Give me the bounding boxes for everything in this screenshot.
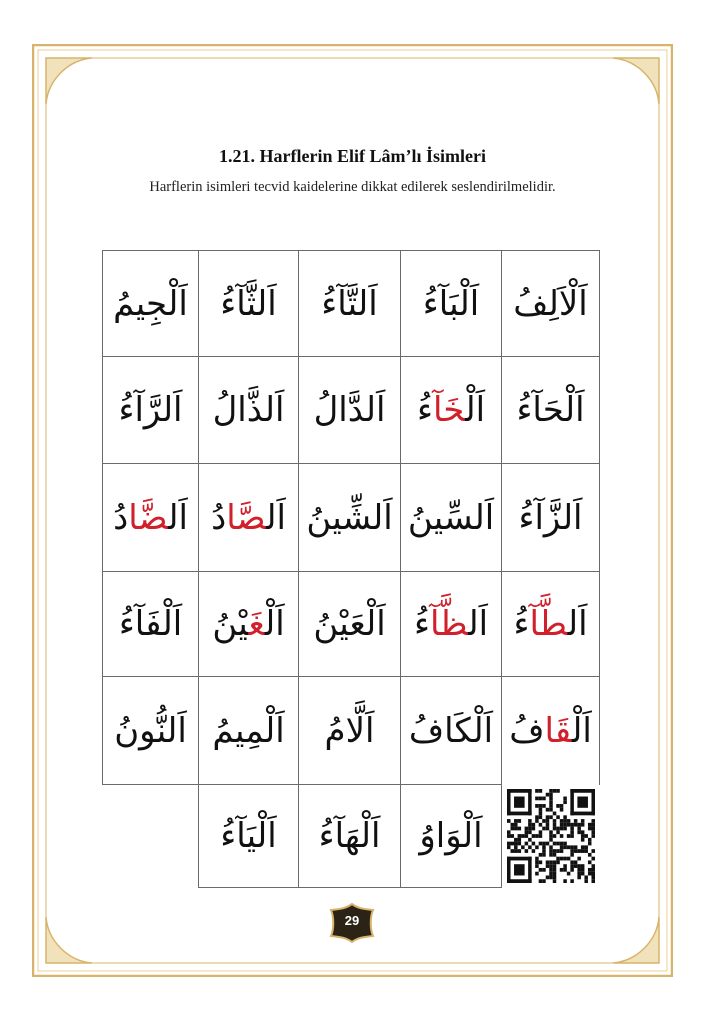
letter-text: اَلْعَيْنُ bbox=[313, 604, 386, 644]
letter-cell bbox=[501, 356, 600, 464]
letter-name bbox=[516, 390, 584, 430]
letter-text: اَلتَّآءُ bbox=[321, 283, 378, 324]
letter-name bbox=[220, 816, 276, 856]
letter-text: اَلْوَاوُ bbox=[419, 816, 483, 856]
letter-text: فُ bbox=[509, 710, 545, 751]
letter-cell bbox=[102, 356, 199, 464]
letter-cell bbox=[102, 463, 199, 572]
letter-name bbox=[313, 604, 385, 644]
letter-cell bbox=[298, 463, 401, 572]
letter-name bbox=[119, 390, 183, 430]
letter-name bbox=[509, 711, 592, 751]
letter-cell bbox=[198, 463, 299, 572]
letter-name bbox=[314, 390, 386, 430]
letter-cell bbox=[298, 356, 401, 464]
letter-name bbox=[519, 498, 583, 538]
letter-cell bbox=[501, 250, 600, 357]
letter-cell bbox=[400, 784, 502, 888]
letter-cell bbox=[501, 571, 600, 677]
letter-name bbox=[409, 711, 493, 751]
letter-name bbox=[220, 284, 276, 324]
letter-text: ءُ bbox=[513, 604, 530, 644]
letter-text: اَلدَّالُ bbox=[313, 390, 386, 430]
letter-name bbox=[113, 498, 188, 538]
letter-name bbox=[417, 390, 485, 430]
letter-cell bbox=[198, 676, 299, 785]
letter-cell bbox=[298, 676, 401, 785]
letter-text: دُ bbox=[211, 497, 227, 538]
letter-text: دُ bbox=[113, 497, 129, 538]
letter-text: اَلْهَآءُ bbox=[318, 816, 381, 856]
letter-cell bbox=[102, 571, 199, 677]
letter-cell bbox=[198, 571, 299, 677]
letter-text: ءُ bbox=[416, 390, 433, 430]
letter-text: اَلْ bbox=[264, 604, 285, 644]
letter-name bbox=[414, 604, 488, 644]
letter-cell bbox=[198, 784, 299, 888]
letter-cell bbox=[102, 250, 199, 357]
letter-cell bbox=[400, 463, 502, 572]
highlighted-letter: صَّا bbox=[226, 497, 267, 538]
page-number: 29 bbox=[344, 913, 360, 928]
letter-cell bbox=[298, 784, 401, 888]
qr-code-icon bbox=[507, 789, 595, 883]
letter-text: ءُ bbox=[413, 604, 430, 644]
letter-name bbox=[321, 284, 377, 324]
letter-text: يْنُ bbox=[212, 604, 249, 644]
letter-text: اَل bbox=[168, 497, 188, 538]
letter-text: اَلسِّينُ bbox=[407, 497, 495, 538]
highlighted-letter: ظَّآ bbox=[429, 604, 469, 644]
letter-cell bbox=[298, 571, 401, 677]
letter-text: اَلْ bbox=[465, 390, 486, 430]
highlighted-letter: قَا bbox=[544, 710, 572, 751]
letter-name bbox=[212, 604, 284, 644]
letter-cell bbox=[400, 356, 502, 464]
letter-name bbox=[408, 498, 494, 538]
letter-cell bbox=[400, 571, 502, 677]
letter-text: اَلْمِيمُ bbox=[212, 710, 285, 751]
letter-cell bbox=[501, 676, 600, 785]
letter-text: اَلذَّالُ bbox=[212, 390, 285, 430]
letter-name bbox=[513, 604, 587, 644]
letter-name bbox=[114, 711, 187, 751]
letter-name bbox=[325, 711, 375, 751]
highlighted-letter: طَّآ bbox=[529, 604, 568, 644]
letter-text: اَلزَّآءُ bbox=[518, 497, 583, 538]
letter-text: اَل bbox=[567, 604, 588, 644]
letter-text: اَلْبَآءُ bbox=[422, 283, 480, 324]
letter-text: اَلرَّآءُ bbox=[118, 390, 183, 430]
letter-name bbox=[319, 816, 381, 856]
letter-text: اَلنُّونُ bbox=[114, 710, 187, 751]
letter-cell bbox=[298, 250, 401, 357]
section-title: 1.21. Harflerin Elif Lâm’lı İsimleri bbox=[219, 146, 486, 166]
letter-cell bbox=[198, 250, 299, 357]
highlighted-letter: ضَّا bbox=[128, 497, 169, 538]
letter-cell bbox=[400, 676, 502, 785]
letter-name bbox=[113, 284, 188, 324]
letter-name bbox=[119, 604, 182, 644]
letter-text: اَلْ bbox=[572, 710, 592, 751]
letter-text: اَلْحَآءُ bbox=[516, 390, 585, 430]
letter-text: اَلْيَآءُ bbox=[220, 816, 277, 856]
letter-text: اَل bbox=[468, 604, 489, 644]
highlighted-letter: خَآ bbox=[432, 390, 466, 430]
letter-name bbox=[306, 498, 392, 538]
letter-text: اَلْجِيمُ bbox=[113, 283, 188, 324]
letter-text: اَلشِّينُ bbox=[306, 497, 393, 538]
highlighted-letter: غَ bbox=[248, 604, 265, 644]
letter-cell bbox=[198, 356, 299, 464]
letter-text: اَلْفَآءُ bbox=[118, 604, 183, 644]
letter-name bbox=[513, 284, 587, 324]
letter-cell bbox=[102, 676, 199, 785]
letter-name bbox=[212, 711, 284, 751]
letter-name bbox=[423, 284, 479, 324]
letter-text: اَلْاَلِفُ bbox=[513, 283, 588, 324]
letter-text: اَلْكَافُ bbox=[408, 710, 494, 751]
letter-name bbox=[213, 390, 285, 430]
letter-text: اَلثَّآءُ bbox=[220, 283, 277, 324]
letter-name bbox=[211, 498, 286, 538]
letter-cell bbox=[501, 463, 600, 572]
qr-code[interactable] bbox=[502, 784, 599, 887]
letter-name bbox=[419, 816, 482, 856]
instruction-text: Harflerin isimleri tecvid kaidelerine dikkat edilerek seslendirilmelidir. bbox=[149, 179, 556, 195]
letter-text: اَلَّامُ bbox=[324, 710, 375, 751]
letter-cell bbox=[400, 250, 502, 357]
letter-text: اَل bbox=[266, 497, 286, 538]
